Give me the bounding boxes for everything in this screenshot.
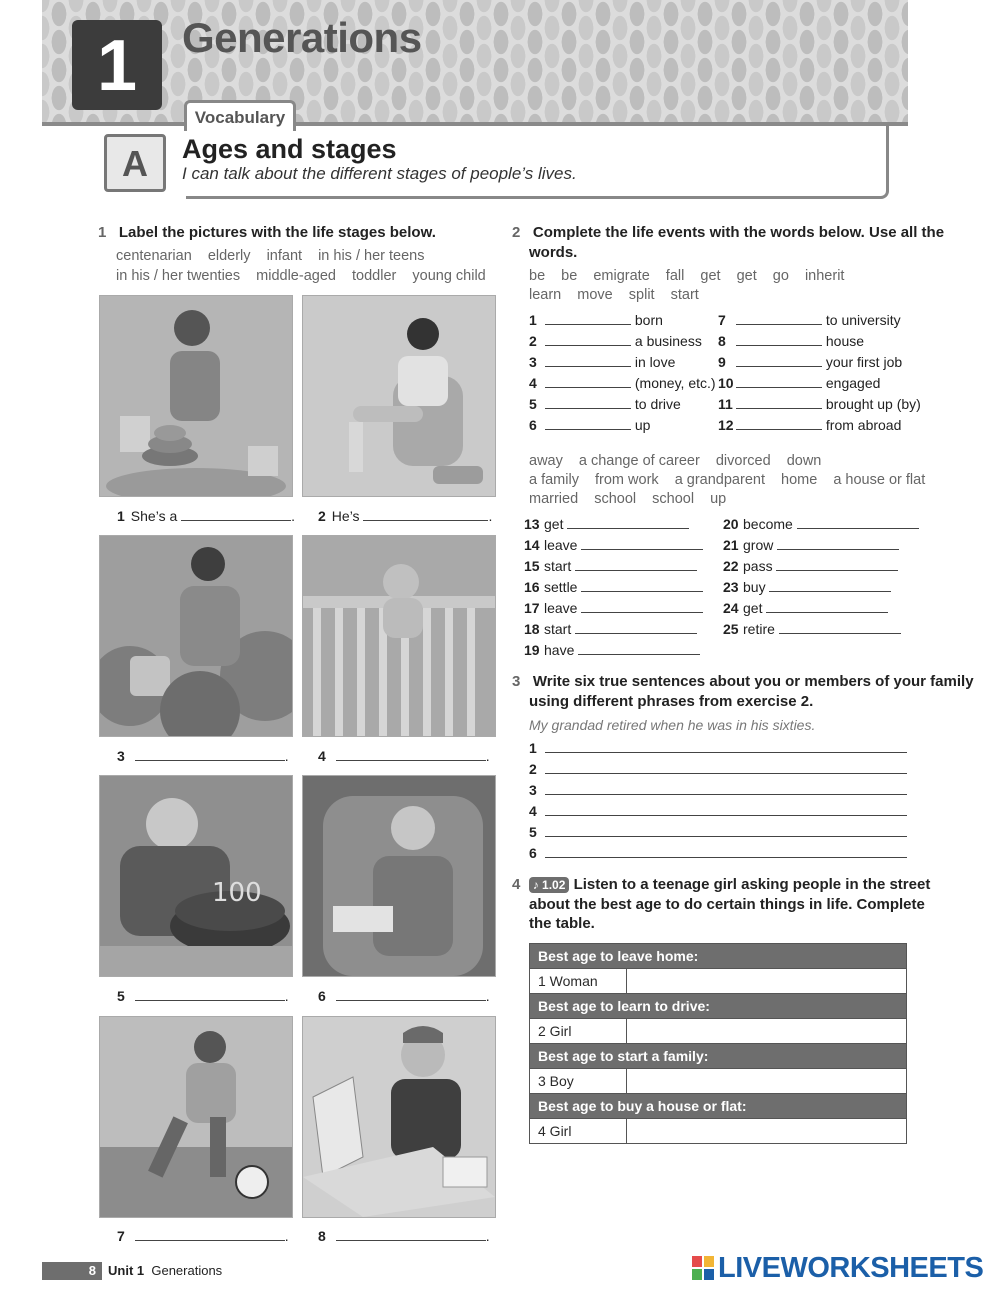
ex2-item-4 (529, 375, 716, 391)
photo-middle-aged-gardener (99, 535, 293, 737)
answer-blank[interactable] (736, 312, 822, 325)
section-letter: A (104, 134, 166, 192)
line-number: 3 (529, 782, 537, 798)
item-text: (money, etc.) (634, 375, 716, 391)
word: from work (595, 472, 659, 488)
photo-teen (302, 295, 496, 497)
ex3-number: 3 (512, 673, 521, 690)
answer-blank[interactable] (567, 516, 689, 529)
ex2-item-13 (524, 516, 689, 532)
audio-track-number: 1.02 (542, 878, 566, 892)
vocabulary-tab: Vocabulary (184, 100, 296, 131)
answer-blank[interactable] (545, 417, 631, 430)
item-text: up (634, 417, 651, 433)
answer-blank[interactable] (766, 600, 888, 613)
ex2-item-22 (723, 558, 898, 574)
item-number: 13 (524, 516, 540, 532)
item-number: 7 (718, 312, 726, 328)
ex2-instruction-line2: words. (529, 244, 578, 261)
photo-elderly-woman-reading (302, 775, 496, 977)
item-number: 9 (718, 354, 726, 370)
caption-number: 2 (318, 508, 326, 524)
word: in his / her teens (318, 248, 425, 264)
answer-blank[interactable] (181, 508, 291, 521)
table-answer-cell[interactable] (627, 1119, 907, 1144)
item-text: to drive (634, 396, 681, 412)
footer-unit-name: Generations (151, 1263, 223, 1278)
ex1-wordbank-line1 (116, 246, 436, 266)
ex2-item-19 (524, 642, 700, 658)
item-text: retire (743, 621, 775, 637)
answer-blank[interactable] (581, 579, 703, 592)
ex3-line-2 (529, 761, 907, 777)
answer-blank[interactable] (736, 417, 822, 430)
ex4-instruction-line1: Listen to a teenage girl asking people in the street (573, 876, 931, 893)
sentence-blank[interactable] (545, 761, 907, 774)
liveworksheets-logo (692, 1252, 983, 1285)
item-number: 19 (524, 642, 540, 658)
photo-man-computer (302, 1016, 496, 1218)
answer-blank[interactable] (575, 558, 697, 571)
item-number: 6 (529, 417, 537, 433)
logo-icon (692, 1255, 714, 1279)
word: down (786, 453, 822, 469)
answer-blank[interactable] (581, 537, 703, 550)
ex2-item-25 (723, 621, 901, 637)
item-text: leave (544, 537, 578, 553)
item-text: engaged (825, 375, 881, 391)
ex2-item-21 (723, 537, 899, 553)
answer-blank[interactable] (545, 375, 631, 388)
answer-blank[interactable] (545, 354, 631, 367)
section-subtitle: I can talk about the different stages of people’s lives. (182, 164, 577, 183)
item-number: 23 (723, 579, 739, 595)
item-number: 21 (723, 537, 739, 553)
audio-track-badge[interactable] (529, 877, 570, 893)
logo-text: LIVEWORKSHEETS (718, 1252, 984, 1284)
ex1-instruction-text: Label the pictures with the life stages below. (118, 224, 436, 241)
table-heading: Best age to learn to drive: (530, 994, 907, 1019)
ex2-item-11 (718, 396, 921, 412)
item-number: 12 (718, 417, 734, 433)
item-number: 11 (718, 396, 733, 412)
sentence-blank[interactable] (545, 845, 907, 858)
item-number: 5 (529, 396, 537, 412)
answer-blank[interactable] (363, 508, 488, 521)
word: emigrate (593, 268, 650, 284)
page-number: 8 (42, 1262, 102, 1280)
item-number: 3 (529, 354, 537, 370)
item-text: start (544, 558, 572, 574)
caption-lead: She’s a (130, 508, 178, 524)
ex2-item-1 (529, 312, 663, 328)
table-row-label: 1 Woman (530, 969, 627, 994)
word: up (710, 491, 727, 507)
unit-banner (42, 0, 908, 126)
caption-3: 3 . (117, 748, 289, 764)
line-number: 2 (529, 761, 537, 777)
ex4-instruction-line2: about the best age to do certain things in life. Complete (529, 896, 925, 913)
answer-blank[interactable] (779, 621, 901, 634)
headphones-icon: ♪ (532, 878, 539, 892)
answer-blank[interactable] (736, 354, 822, 367)
word: a house or flat (833, 472, 926, 488)
ex4-number: 4 (512, 876, 521, 893)
ex2-item-17 (524, 600, 703, 616)
item-number: 18 (524, 621, 540, 637)
ex4-table (529, 943, 907, 1144)
word: learn (529, 287, 562, 303)
ex2-item-24 (723, 600, 888, 616)
caption-8: 8 . (318, 1228, 490, 1244)
answer-blank[interactable] (545, 312, 631, 325)
ex2-item-7 (718, 312, 901, 328)
word: a grandparent (674, 472, 765, 488)
ex3-instruction-line2: using different phrases from exercise 2. (529, 693, 814, 710)
photo-centenarian-cake (99, 775, 293, 977)
item-number: 10 (718, 375, 734, 391)
caption-number: 4 (318, 748, 326, 764)
word: be (561, 268, 578, 284)
answer-blank[interactable] (135, 748, 285, 761)
word: inherit (804, 268, 845, 284)
item-number: 8 (718, 333, 726, 349)
item-text: from abroad (825, 417, 902, 433)
ex3-line-3 (529, 782, 907, 798)
item-text: grow (743, 537, 774, 553)
ex2-item-23 (723, 579, 891, 595)
ex2-item-20 (723, 516, 919, 532)
word: centenarian (116, 248, 192, 264)
section-title: Ages and stages (182, 134, 397, 164)
item-number: 14 (524, 537, 540, 553)
caption-6: 6 . (318, 988, 490, 1004)
ex2-wordbank2-line2 (529, 470, 937, 490)
item-number: 16 (524, 579, 540, 595)
ex2-item-18 (524, 621, 697, 637)
word: toddler (352, 268, 397, 284)
line-number: 6 (529, 845, 537, 861)
caption-number: 3 (117, 748, 125, 764)
word: in his / her twenties (116, 268, 241, 284)
item-number: 15 (524, 558, 540, 574)
ex2-item-10 (718, 375, 880, 391)
word: home (781, 472, 818, 488)
footer-unit-label: Unit 1 (108, 1263, 145, 1278)
item-text: pass (743, 558, 773, 574)
table-row-label: 3 Boy (530, 1069, 627, 1094)
svg-text:100: 100 (212, 878, 262, 908)
ex3-line-5 (529, 824, 907, 840)
ex3-line-4 (529, 803, 907, 819)
ex2-item-8 (718, 333, 864, 349)
ex2-wordbank1-line2 (529, 285, 711, 305)
ex3-instruction-line1: Write six true sentences about you or members of your family (532, 673, 974, 690)
table-answer-cell[interactable] (627, 1019, 907, 1044)
word: fall (665, 268, 685, 284)
ex2-item-15 (524, 558, 697, 574)
answer-blank[interactable] (575, 621, 697, 634)
caption-5: 5 . (117, 988, 289, 1004)
ex2-wordbank1-line1 (529, 266, 856, 286)
caption-2: 2 He’s . (318, 508, 493, 524)
item-number: 2 (529, 333, 537, 349)
ex1-number: 1 (98, 224, 107, 241)
sentence-blank[interactable] (545, 782, 907, 795)
item-text: become (743, 516, 793, 532)
answer-blank[interactable] (736, 333, 822, 346)
word: get (700, 268, 721, 284)
item-number: 20 (723, 516, 739, 532)
word: away (529, 453, 563, 469)
item-text: get (544, 516, 564, 532)
unit-number: 1 (72, 20, 162, 110)
caption-lead: He’s (331, 508, 360, 524)
answer-blank[interactable] (797, 516, 919, 529)
word: married (529, 491, 579, 507)
word: start (670, 287, 699, 303)
item-text: settle (544, 579, 578, 595)
ex4-table-container (529, 943, 907, 1144)
answer-blank[interactable] (545, 396, 631, 409)
word: be (529, 268, 546, 284)
footer-unit (108, 1263, 222, 1278)
table-answer-cell[interactable] (627, 969, 907, 994)
answer-blank[interactable] (578, 642, 700, 655)
item-text: in love (634, 354, 676, 370)
answer-blank[interactable] (777, 537, 899, 550)
table-row-label: 2 Girl (530, 1019, 627, 1044)
word: infant (266, 248, 303, 264)
answer-blank[interactable] (776, 558, 898, 571)
answer-blank[interactable] (545, 333, 631, 346)
table-row-label: 4 Girl (530, 1119, 627, 1144)
ex1-wordbank-line2 (116, 266, 498, 286)
ex2-wordbank2-line3 (529, 489, 738, 509)
item-number: 24 (723, 600, 739, 616)
ex2-item-9 (718, 354, 902, 370)
table-heading: Best age to start a family: (530, 1044, 907, 1069)
item-text: start (544, 621, 572, 637)
photo-infant-crib (302, 535, 496, 737)
sentence-blank[interactable] (545, 803, 907, 816)
ex3-line-6 (529, 845, 907, 861)
word: get (736, 268, 757, 284)
answer-blank[interactable] (336, 988, 486, 1001)
ex2-instruction-line1: Complete the life events with the words below. Use all the (532, 224, 945, 241)
item-text: a business (634, 333, 702, 349)
caption-number: 8 (318, 1228, 326, 1244)
caption-7: 7 . (117, 1228, 289, 1244)
item-text: your first job (825, 354, 903, 370)
ex3-example: My grandad retired when he was in his sixties. (529, 717, 816, 733)
word: go (772, 268, 789, 284)
caption-number: 6 (318, 988, 326, 1004)
answer-blank[interactable] (736, 396, 822, 409)
table-heading: Best age to buy a house or flat: (530, 1094, 907, 1119)
answer-blank[interactable] (135, 1228, 285, 1241)
ex2-wordbank2-line1 (529, 451, 833, 471)
answer-blank[interactable] (135, 988, 285, 1001)
ex2-number: 2 (512, 224, 521, 241)
item-text: get (743, 600, 763, 616)
ex2-instruction (512, 223, 944, 243)
word: school (652, 491, 695, 507)
ex2-item-5 (529, 396, 681, 412)
item-number: 17 (524, 600, 540, 616)
item-number: 25 (723, 621, 739, 637)
word: elderly (207, 248, 251, 264)
word: young child (412, 268, 486, 284)
sentence-blank[interactable] (545, 824, 907, 837)
word: divorced (715, 453, 771, 469)
unit-title: Generations (182, 14, 422, 61)
caption-number: 1 (117, 508, 125, 524)
table-answer-cell[interactable] (627, 1069, 907, 1094)
ex2-item-6 (529, 417, 650, 433)
word: split (628, 287, 655, 303)
ex2-item-12 (718, 417, 901, 433)
ex4-instruction-line3: the table. (529, 915, 595, 932)
item-text: house (825, 333, 865, 349)
ex2-item-2 (529, 333, 702, 349)
caption-1: 1 She’s a . (117, 508, 296, 524)
ex1-instruction (98, 223, 436, 243)
item-text: to university (825, 312, 901, 328)
table-heading: Best age to leave home: (530, 944, 907, 969)
caption-4: 4 . (318, 748, 490, 764)
photo-teen-football (99, 1016, 293, 1218)
answer-blank[interactable] (736, 375, 822, 388)
word: move (577, 287, 613, 303)
answer-blank[interactable] (336, 1228, 486, 1241)
item-text: leave (544, 600, 578, 616)
word: a family (529, 472, 579, 488)
item-text: have (544, 642, 575, 658)
item-text: brought up (by) (825, 396, 921, 412)
item-text: buy (743, 579, 766, 595)
ex3-line-1 (529, 740, 907, 756)
item-number: 1 (529, 312, 537, 328)
word: a change of career (578, 453, 700, 469)
caption-number: 7 (117, 1228, 125, 1244)
answer-blank[interactable] (581, 600, 703, 613)
line-number: 5 (529, 824, 537, 840)
item-number: 22 (723, 558, 739, 574)
caption-number: 5 (117, 988, 125, 1004)
word: school (594, 491, 637, 507)
item-number: 4 (529, 375, 537, 391)
ex2-item-14 (524, 537, 703, 553)
line-number: 1 (529, 740, 537, 756)
photo-young-child (99, 295, 293, 497)
ex2-item-3 (529, 354, 675, 370)
answer-blank[interactable] (769, 579, 891, 592)
answer-blank[interactable] (336, 748, 486, 761)
sentence-blank[interactable] (545, 740, 907, 753)
word: middle-aged (256, 268, 336, 284)
ex2-item-16 (524, 579, 703, 595)
item-text: born (634, 312, 663, 328)
ex4-instruction (512, 875, 930, 895)
ex3-instruction (512, 672, 974, 692)
line-number: 4 (529, 803, 537, 819)
